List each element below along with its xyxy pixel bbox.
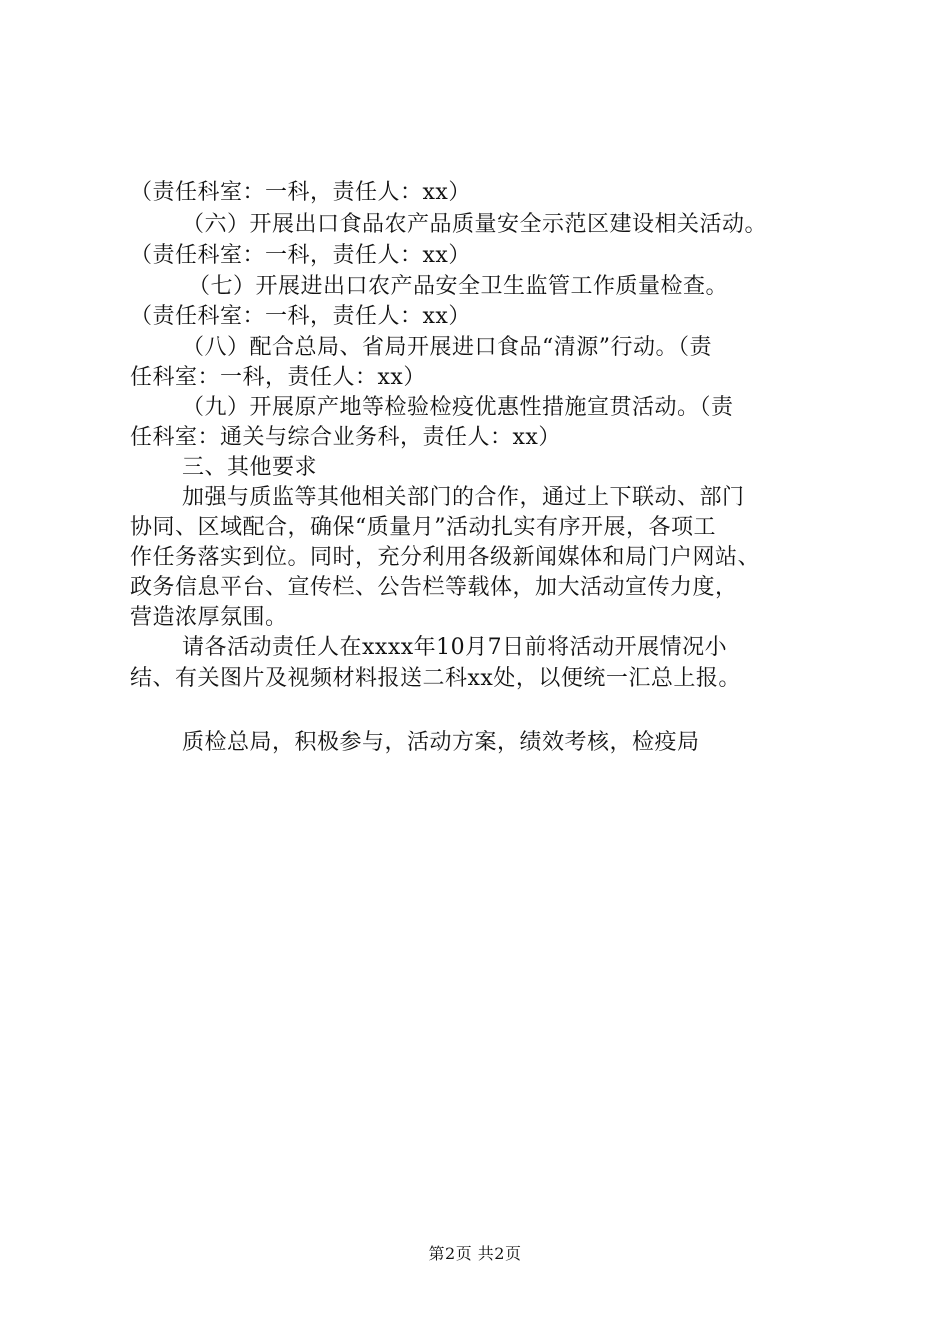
paragraph-line: 协同、区域配合，确保“质量月”活动扎实有序开展，各项工 bbox=[130, 515, 716, 540]
item-six: （六）开展出口食品农产品质量安全示范区建设相关活动。 bbox=[182, 212, 768, 237]
responsibility-line: （责任科室：一科，责任人：xx） bbox=[130, 243, 471, 268]
section-heading-other-requirements: 三、其他要求 bbox=[182, 455, 318, 480]
paragraph-line: 请各活动责任人在xxxx年10月7日前将活动开展情况小 bbox=[182, 635, 728, 660]
responsibility-line: （责任科室：一科，责任人：xx） bbox=[130, 304, 471, 329]
responsibility-line: （责任科室：一科，责任人：xx） bbox=[130, 180, 471, 205]
paragraph-line: 营造浓厚氛围。 bbox=[130, 605, 288, 630]
page-number: 第2页 共2页 bbox=[428, 1244, 522, 1263]
paragraph-line: 作任务落实到位。同时，充分利用各级新闻媒体和局门户网站、 bbox=[130, 545, 761, 570]
paragraph-line: 结、有关图片及视频材料报送二科xx处，以便统一汇总上报。 bbox=[130, 666, 741, 691]
paragraph-line: 加强与质监等其他相关部门的合作，通过上下联动、部门 bbox=[182, 485, 745, 510]
item-seven: （七）开展进出口农产品安全卫生监管工作质量检查。 bbox=[188, 274, 729, 299]
item-eight: （八）配合总局、省局开展进口食品“清源”行动。（责 bbox=[182, 335, 712, 360]
item-eight-continued: 任科室：一科，责任人：xx） bbox=[130, 365, 426, 390]
item-nine: （九）开展原产地等检验检疫优惠性措施宣贯活动。（责 bbox=[182, 395, 734, 420]
keywords-line: 质检总局，积极参与，活动方案，绩效考核，检疫局 bbox=[182, 730, 700, 755]
paragraph-line: 政务信息平台、宣传栏、公告栏等载体，加大活动宣传力度， bbox=[130, 575, 738, 600]
item-nine-continued: 任科室：通关与综合业务科，责任人：xx） bbox=[130, 425, 561, 450]
